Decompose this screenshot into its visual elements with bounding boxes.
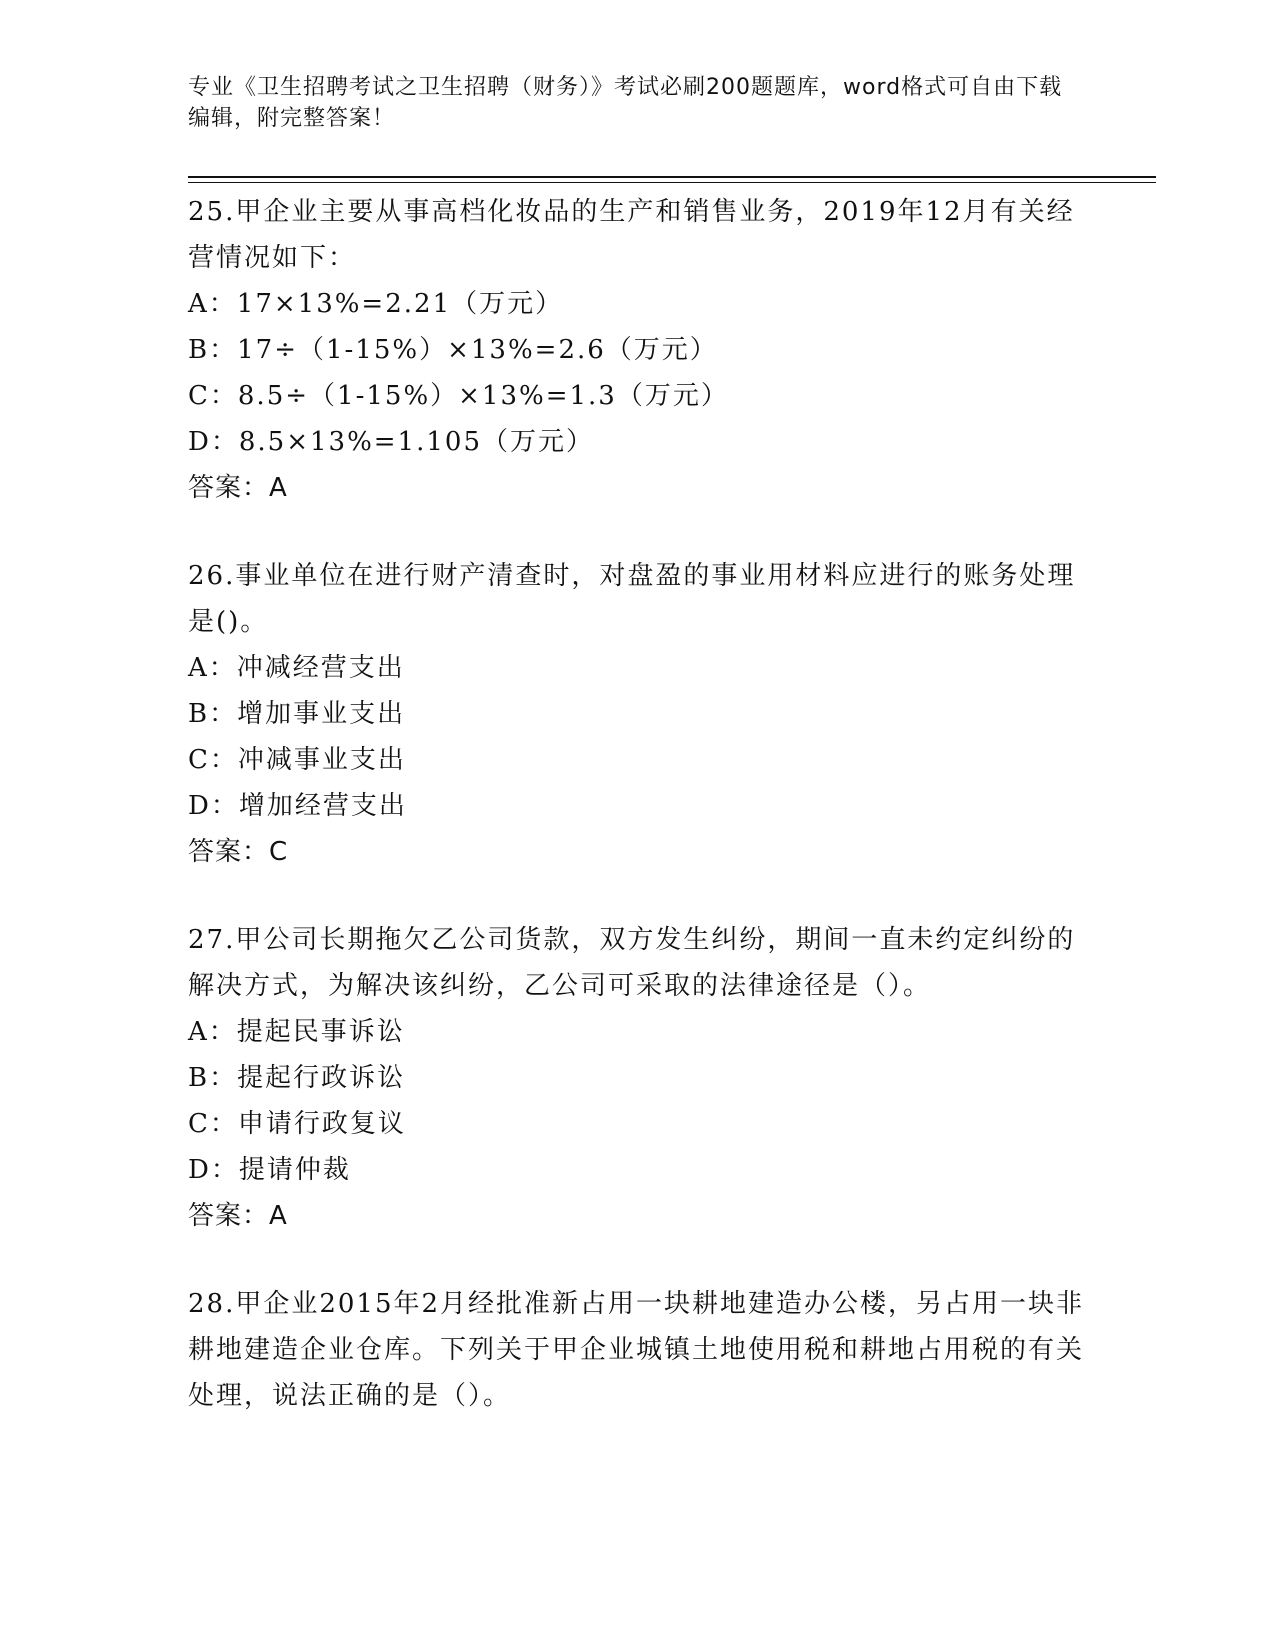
header-divider-thin xyxy=(188,182,1156,183)
option-b: B：17÷（1-15%）×13%=2.6（万元） xyxy=(188,335,718,365)
question-25 xyxy=(188,189,1088,511)
option-c: C：申请行政复议 xyxy=(188,1109,406,1139)
question-stem: 26.事业单位在进行财产清查时，对盘盈的事业用材料应进行的账务处理是()。 xyxy=(188,561,1076,637)
header-divider-thick xyxy=(188,176,1156,178)
question-stem: 27.甲公司长期拖欠乙公司货款，双方发生纠纷，期间一直未约定纠纷的解决方式，为解决该纠纷，乙公司可采取的法律途径是（）。 xyxy=(188,925,1076,1001)
option-b: B：增加事业支出 xyxy=(188,699,406,729)
option-c: C：8.5÷（1-15%）×13%=1.3（万元） xyxy=(188,381,729,411)
document-header: 专业《卫生招聘考试之卫生招聘（财务）》考试必刷200题题库，word格式可自由下载编辑，附完整答案！ xyxy=(188,75,1063,131)
question-stem: 25.甲企业主要从事高档化妆品的生产和销售业务，2019年12月有关经营情况如下： xyxy=(188,197,1075,273)
answer-line: 答案：C xyxy=(188,837,289,867)
option-d: D：增加经营支出 xyxy=(188,791,407,821)
question-26 xyxy=(188,553,1088,875)
option-d: D：8.5×13%=1.105（万元） xyxy=(188,427,594,457)
option-c: C：冲减事业支出 xyxy=(188,745,406,775)
question-list xyxy=(188,189,1088,1461)
option-a: A：冲减经营支出 xyxy=(188,653,405,683)
question-stem: 28.甲企业2015年2月经批准新占用一块耕地建造办公楼，另占用一块非耕地建造企业仓库。下列关于甲企业城镇土地使用税和耕地占用税的有关处理，说法正确的是（）。 xyxy=(188,1289,1085,1411)
option-d: D：提请仲裁 xyxy=(188,1155,351,1185)
question-27 xyxy=(188,917,1088,1239)
answer-line: 答案：A xyxy=(188,1201,288,1231)
option-b: B：提起行政诉讼 xyxy=(188,1063,406,1093)
answer-line: 答案：A xyxy=(188,473,288,503)
option-a: A：提起民事诉讼 xyxy=(188,1017,405,1047)
question-28 xyxy=(188,1281,1088,1419)
option-a: A：17×13%=2.21（万元） xyxy=(188,289,564,319)
